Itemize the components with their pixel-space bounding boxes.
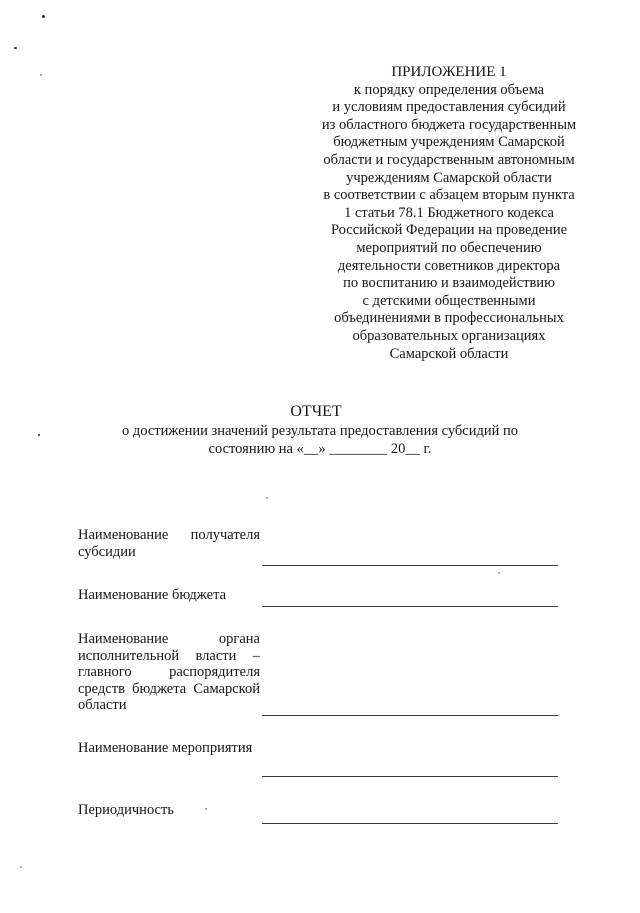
scan-speck xyxy=(498,572,500,574)
recipient-label: Наименование получателя субсидии xyxy=(78,527,260,560)
scan-speck xyxy=(38,434,40,436)
appendix-line: Самарской области xyxy=(389,345,509,362)
report-heading-block xyxy=(80,402,560,458)
appendix-line: объединениями в профессиональных xyxy=(334,310,564,327)
report-subtitle-line1: о достижении значений результата предоставления субсидий по xyxy=(121,423,519,439)
authority-label: Наименование органа исполнительной власти – главного распорядителя средств бюджета Самарской области xyxy=(78,631,260,714)
periodicity-fill-line[interactable] xyxy=(262,823,558,824)
appendix-line: из областного бюджета государственным xyxy=(321,116,577,133)
scan-speck xyxy=(20,866,22,868)
appendix-title: ПРИЛОЖЕНИЕ 1 xyxy=(391,64,507,80)
budget-fill-line[interactable] xyxy=(262,606,558,607)
appendix-line: бюджетным учреждениям Самарской xyxy=(333,134,565,151)
event-label: Наименование мероприятия xyxy=(78,740,253,756)
scan-speck xyxy=(40,74,42,76)
appendix-line: деятельности советников директора xyxy=(337,257,561,274)
budget-label: Наименование бюджета xyxy=(78,587,227,603)
appendix-line: и условиям предоставления субсидий xyxy=(332,99,566,116)
appendix-line: учреждениям Самарской области xyxy=(346,169,552,186)
appendix-line: Российской Федерации на проведение xyxy=(330,222,568,239)
report-title: ОТЧЕТ xyxy=(290,403,342,420)
periodicity-label: Периодичность xyxy=(78,802,174,818)
authority-fill-line[interactable] xyxy=(262,715,558,716)
appendix-line: 1 статьи 78.1 Бюджетного кодекса xyxy=(344,204,554,221)
event-fill-line[interactable] xyxy=(262,776,558,777)
appendix-line: мероприятий по обеспечению xyxy=(356,239,542,256)
appendix-line: по воспитанию и взаимодействию xyxy=(343,275,555,292)
appendix-line: к порядку определения объема xyxy=(353,81,545,98)
appendix-line: с детскими общественными xyxy=(362,292,536,309)
scan-speck xyxy=(14,47,17,49)
report-subtitle-line2: состоянию на «__» ________ 20__ г. xyxy=(208,441,432,457)
appendix-header xyxy=(290,64,608,363)
scan-speck xyxy=(205,808,207,810)
appendix-line: образовательных организациях xyxy=(352,327,546,344)
appendix-line: области и государственным автономным xyxy=(323,151,575,168)
scan-speck xyxy=(266,497,268,499)
appendix-line: в соответствии с абзацем вторым пункта xyxy=(323,187,575,204)
recipient-fill-line[interactable] xyxy=(262,565,558,566)
scan-speck xyxy=(42,15,45,18)
